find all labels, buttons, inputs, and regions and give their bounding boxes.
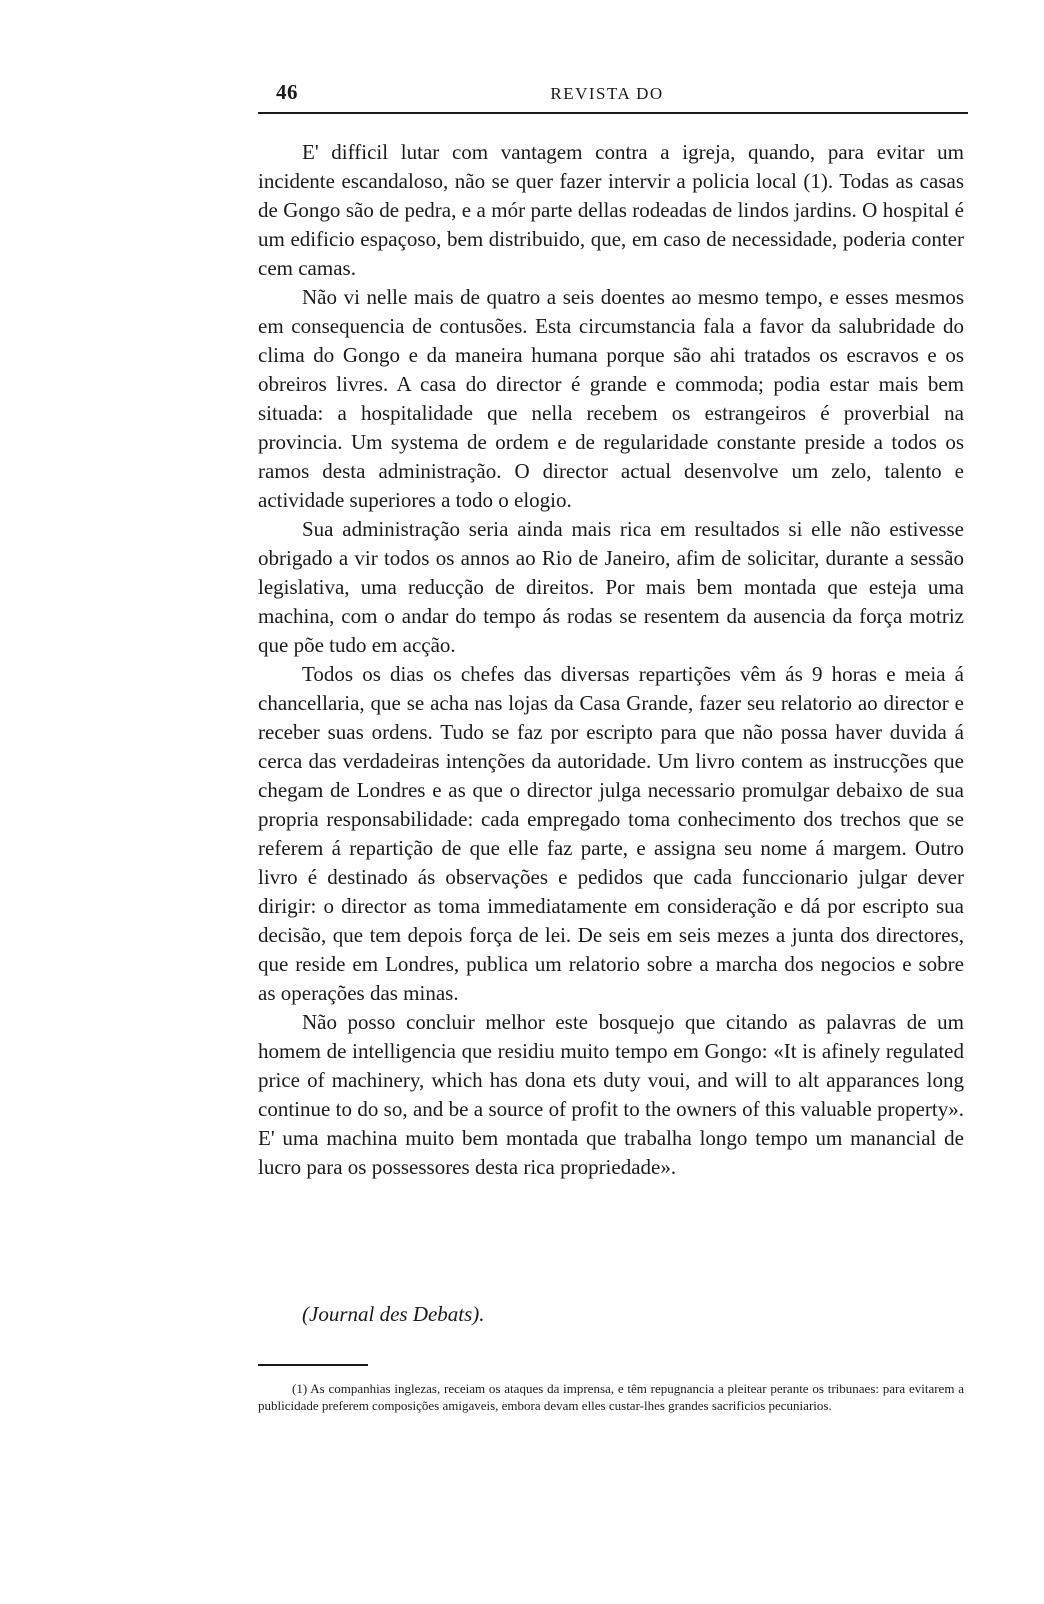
footnote-rule bbox=[258, 1364, 368, 1366]
paragraph: Não posso concluir melhor este bosquejo que citando as palavras de um homem de intelligencia que residiu muito tempo em Gongo: «It is afinely regulated price of machinery, which has dona ets duty voui, and will to alt apparances long continue to do so, and be a source of profit to the owners of this valuable property». E' uma machina muito bem montada que trabalha longo tempo um manancial de lucro para os possessores desta rica propriedade». bbox=[258, 1010, 964, 1179]
paragraph: E' difficil lutar com vantagem contra a igreja, quando, para evitar um incidente escandaloso, não se quer fazer intervir a policia local (1). Todas as casas de Gongo são de pedra, e a mór parte dellas rodeadas de lindos jardins. O hospital é um edificio espaçoso, bem distribuido, que, em caso de necessidade, poderia conter cem camas. bbox=[258, 140, 964, 280]
source-citation: (Journal des Debats). bbox=[302, 1302, 485, 1326]
paragraph: Todos os dias os chefes das diversas repartições vêm ás 9 horas e meia á chancellaria, que se acha nas lojas da Casa Grande, fazer seu relatorio ao director e receber suas ordens. Tudo se faz por escripto para que não possa haver duvida á cerca das verdadeiras intenções da autoridade. Um livro contem as instrucções que chegam de Londres e as que o director julga necessario promulgar debaixo de sua propria responsabilidade: cada empregado toma conhecimento dos trechos que se referem á repartição de que elle faz parte, e assigna seu nome á margem. Outro livro é destinado ás observações e pedidos que cada funccionario julgar dever dirigir: o director as toma immediatamente em consideração e dá por escripto sua decisão, que tem depois força de lei. De seis em seis mezes a junta dos directores, que reside em Londres, publica um relatorio sobre a marcha dos negocios e sobre as operações das minas. bbox=[258, 662, 964, 1005]
header-rule bbox=[258, 112, 968, 114]
article-body bbox=[258, 138, 964, 1182]
paragraph: Sua administração seria ainda mais rica em resultados si elle não estivesse obrigado a vir todos os annos ao Rio de Janeiro, afim de solicitar, durante a sessão legislativa, uma reducção de direitos. Por mais bem montada que esteja uma machina, com o andar do tempo ás rodas se resentem da ausencia da força motriz que põe tudo em acção. bbox=[258, 517, 964, 657]
paragraph: Não vi nelle mais de quatro a seis doentes ao mesmo tempo, e esses mesmos em consequencia de contusões. Esta circumstancia fala a favor da salubridade do clima do Gongo e da maneira humana porque são ahi tratados os escravos e os obreiros livres. A casa do director é grande e commoda; podia estar mais bem situada: a hospitalidade que nella recebem os estrangeiros é proverbial na provincia. Um systema de ordem e de regularidade constante preside a todos os ramos desta administração. O director actual desenvolve um zelo, talento e actividade superiores a todo o elogio. bbox=[258, 285, 964, 512]
page-number: 46 bbox=[276, 80, 298, 104]
running-title: REVISTA DO bbox=[550, 84, 664, 103]
footnote: (1) As companhias inglezas, receiam os ataques da imprensa, e têm repugnancia a pleitear perante os tribunaes: para evitarem a publicidade preferem composições amigaveis, embora devam elles custar-lhes grandes sacrificios pecuniarios. bbox=[258, 1381, 964, 1413]
